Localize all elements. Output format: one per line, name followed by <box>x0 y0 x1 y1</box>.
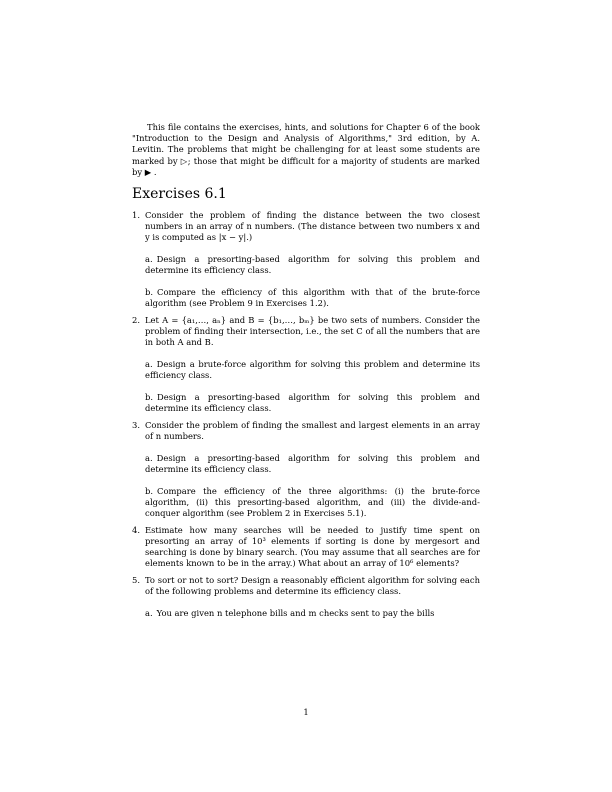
part-text: Compare the efficiency of this algorithm with that of the brute-force algorithm (see Problem 9 in Exercises 1.2). <box>145 287 480 309</box>
exercise-part <box>145 486 480 520</box>
part-label: a. <box>145 254 153 265</box>
part-text: Design a brute-force algorithm for solving this problem and determine its efficiency class. <box>145 359 480 381</box>
exercise-part <box>145 453 480 475</box>
exercise-item <box>132 420 480 519</box>
exercise-number: 1. <box>132 210 140 221</box>
page-content <box>132 122 480 625</box>
exercise-list <box>132 210 480 619</box>
part-label: b. <box>145 391 154 402</box>
part-label: a. <box>145 452 153 463</box>
exercise-number: 5. <box>132 575 140 586</box>
part-label: b. <box>145 287 154 298</box>
exercise-part <box>145 359 480 381</box>
part-text: Design a presorting-based algorithm for solving this problem and determine its efficiency class. <box>145 452 480 474</box>
exercise-item <box>132 210 480 309</box>
exercise-part <box>145 392 480 414</box>
exercise-part <box>145 254 480 276</box>
exercise-statement: Consider the problem of finding the smallest and largest elements in an array of n numbers. <box>145 419 480 442</box>
page-number: 1 <box>303 707 309 717</box>
exercise-part <box>145 608 480 619</box>
part-label: a. <box>145 608 153 618</box>
exercise-statement: Consider the problem of finding the distance between the two closest numbers in an array of n numbers. (The distance between two numbers x and y is computed as |x − y|.) <box>145 210 480 243</box>
part-label: b. <box>145 485 154 496</box>
exercise-part <box>145 287 480 309</box>
part-text: You are given n telephone bills and m checks sent to pay the bills <box>156 608 435 618</box>
part-text: Design a presorting-based algorithm for solving this problem and determine its efficiency class. <box>145 254 480 276</box>
exercise-number: 3. <box>132 419 140 430</box>
intro-paragraph: This file contains the exercises, hints, and solutions for Chapter 6 of the book "Introduction to the Design and Analysis of Algorithms," 3rd edition, by A. Levitin. The problems that might be challenging for at least some students are marked by ▷; those that might be difficult for a majority of students are marked by ▶ . <box>132 122 480 177</box>
exercise-statement: To sort or not to sort? Design a reasonably efficient algorithm for solving each of the following problems and determine its efficiency class. <box>145 575 480 597</box>
section-title: Exercises 6.1 <box>132 186 227 203</box>
exercise-number: 2. <box>132 314 140 325</box>
exercise-item <box>132 315 480 414</box>
exercise-item <box>132 575 480 619</box>
exercise-number: 4. <box>132 524 140 535</box>
part-text: Design a presorting-based algorithm for solving this problem and determine its efficiency class. <box>145 391 480 414</box>
exercise-item <box>132 525 480 570</box>
exercise-statement: Let A = {a₁,…, aₙ} and B = {b₁,…, bₘ} be two sets of numbers. Consider the problem of finding their intersection, i.e., the set C of all the numbers that are in both A and B. <box>145 314 480 348</box>
part-label: a. <box>145 359 153 370</box>
exercise-statement: Estimate how many searches will be needed to justify time spent on presorting an array of 10³ elements if sorting is done by mergesort and searching is done by binary search. (You may assume that all searches are for elements known to be in the array.) What about an array of 10⁶ elements? <box>145 524 480 569</box>
part-text: Compare the efficiency of the three algorithms: (i) the brute-force algorithm, (ii) this presorting-based algorithm, and (iii) the divide-and-conquer algorithm (see Problem 2 in Exercises 5.1). <box>145 485 480 519</box>
